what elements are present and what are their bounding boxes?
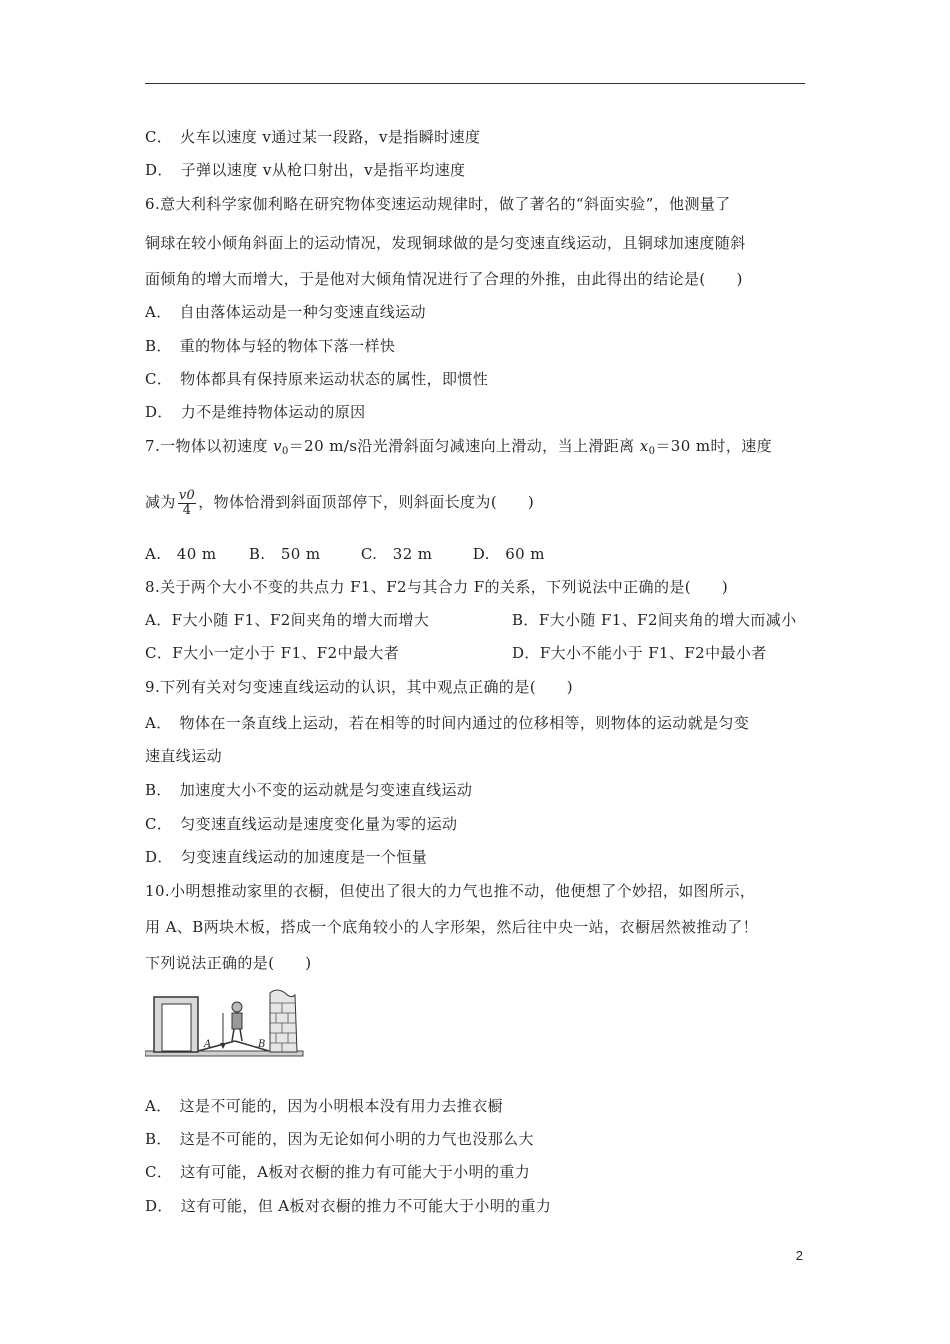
label-a: A	[204, 1039, 212, 1050]
q8-option-c: C．F大小一定小于 F1、F2中最大者	[145, 644, 400, 662]
q5-option-c: C． 火车以速度 v通过某一段路，v是指瞬时速度	[145, 128, 481, 146]
q8-option-a: A．F大小随 F1、F2间夹角的增大而增大	[145, 611, 430, 629]
q7-stem-line2	[145, 484, 534, 520]
q7-text-2b: ，物体恰滑到斜面顶部停下，则斜面长度为( )	[198, 493, 535, 511]
q9-option-b: B． 加速度大小不变的运动就是匀变速直线运动	[145, 781, 473, 799]
q7-stem-line1	[145, 436, 772, 459]
q7-fraction	[178, 489, 196, 518]
q7-text-1b: ＝20 m/s沿光滑斜面匀减速向上滑动，当上滑距离	[288, 437, 640, 455]
person-leg-right	[240, 1029, 242, 1041]
q7-x0: x	[639, 437, 649, 455]
q7-option-b: B. 50 m	[248, 545, 321, 563]
q7-option-c: C. 32 m	[360, 545, 433, 563]
q9-option-d: D． 匀变速直线运动的加速度是一个恒量	[145, 848, 428, 866]
q6-option-d: D． 力不是维持物体运动的原因	[145, 403, 366, 421]
q9-option-c: C． 匀变速直线运动是速度变化量为零的运动	[145, 815, 458, 833]
person-body	[232, 1013, 242, 1029]
q10-stem-line1: 10.小明想推动家里的衣橱，但使出了很大的力气也推不动，他便想了个妙招，如图所示，	[145, 882, 756, 900]
q6-stem-line3: 面倾角的增大而增大，于是他对大倾角情况进行了合理的外推，由此得出的结论是( )	[145, 270, 743, 288]
wardrobe-door	[162, 1004, 191, 1051]
q7-text-1a: 7.一物体以初速度	[145, 437, 274, 455]
q6-stem-line1: 6.意大利科学家伽利略在研究物体变速运动规律时，做了著名的“斜面实验”，他测量了	[145, 195, 731, 213]
page-number: 2	[795, 1248, 803, 1263]
q6-stem-line2: 铜球在较小倾角斜面上的运动情况，发现铜球做的是匀变速直线运动，且铜球加速度随斜	[145, 234, 746, 252]
q8-option-b: B．F大小随 F1、F2间夹角的增大而减小	[512, 611, 797, 629]
q6-option-b: B． 重的物体与轻的物体下落一样快	[145, 337, 396, 355]
q6-option-c: C． 物体都具有保持原来运动状态的属性，即惯性	[145, 370, 489, 388]
q7-frac-den: 4	[182, 502, 192, 518]
q7-option-d: D. 60 m	[472, 545, 545, 563]
q7-text-2a: 减为	[145, 493, 176, 511]
label-b: B	[258, 1039, 266, 1050]
q10-option-c: C． 这有可能，A板对衣橱的推力有可能大于小明的重力	[145, 1163, 531, 1181]
q7-option-a: A. 40 m	[145, 545, 217, 563]
q7-v0-sub: 0	[281, 446, 289, 457]
q10-stem-line2: 用 A、B两块木板，搭成一个底角较小的人字形架，然后往中央一站，衣橱居然被推动了！	[145, 918, 759, 936]
q7-x0-sub: 0	[648, 446, 656, 457]
q9-stem: 9.下列有关对匀变速直线运动的认识，其中观点正确的是( )	[145, 678, 574, 696]
q8-stem: 8.关于两个大小不变的共点力 F1、F2与其合力 F的关系，下列说法中正确的是( )	[145, 578, 729, 596]
q9-option-a-line2: 速直线运动	[145, 747, 223, 765]
q9-option-a-line1: A． 物体在一条直线上运动，若在相等的时间内通过的位移相等，则物体的运动就是匀变	[145, 714, 750, 732]
q7-text-1c: ＝30 m时，速度	[655, 437, 773, 455]
q7-frac-num: v0	[178, 487, 196, 503]
q5-option-d: D． 子弹以速度 v从枪口射出，v是指平均速度	[145, 161, 466, 179]
q10-option-b: B． 这是不可能的，因为无论如何小明的力气也没那么大	[145, 1130, 534, 1148]
header-rule	[145, 83, 805, 84]
q6-option-a: A． 自由落体运动是一种匀变速直线运动	[145, 303, 426, 321]
force-arrow-head	[220, 1043, 226, 1049]
q10-option-a: A． 这是不可能的，因为小明根本没有用力去推衣橱	[145, 1097, 503, 1115]
q10-stem-line3: 下列说法正确的是( )	[145, 954, 312, 972]
wardrobe-figure	[145, 985, 305, 1061]
person-head	[232, 1002, 242, 1012]
q7-v0: v	[273, 437, 282, 455]
q7-options	[145, 544, 545, 564]
person-leg-left	[232, 1029, 234, 1041]
q8-option-d: D．F大小不能小于 F1、F2中最小者	[512, 644, 767, 662]
q10-option-d: D． 这有可能，但 A板对衣橱的推力不可能大于小明的重力	[145, 1197, 552, 1215]
